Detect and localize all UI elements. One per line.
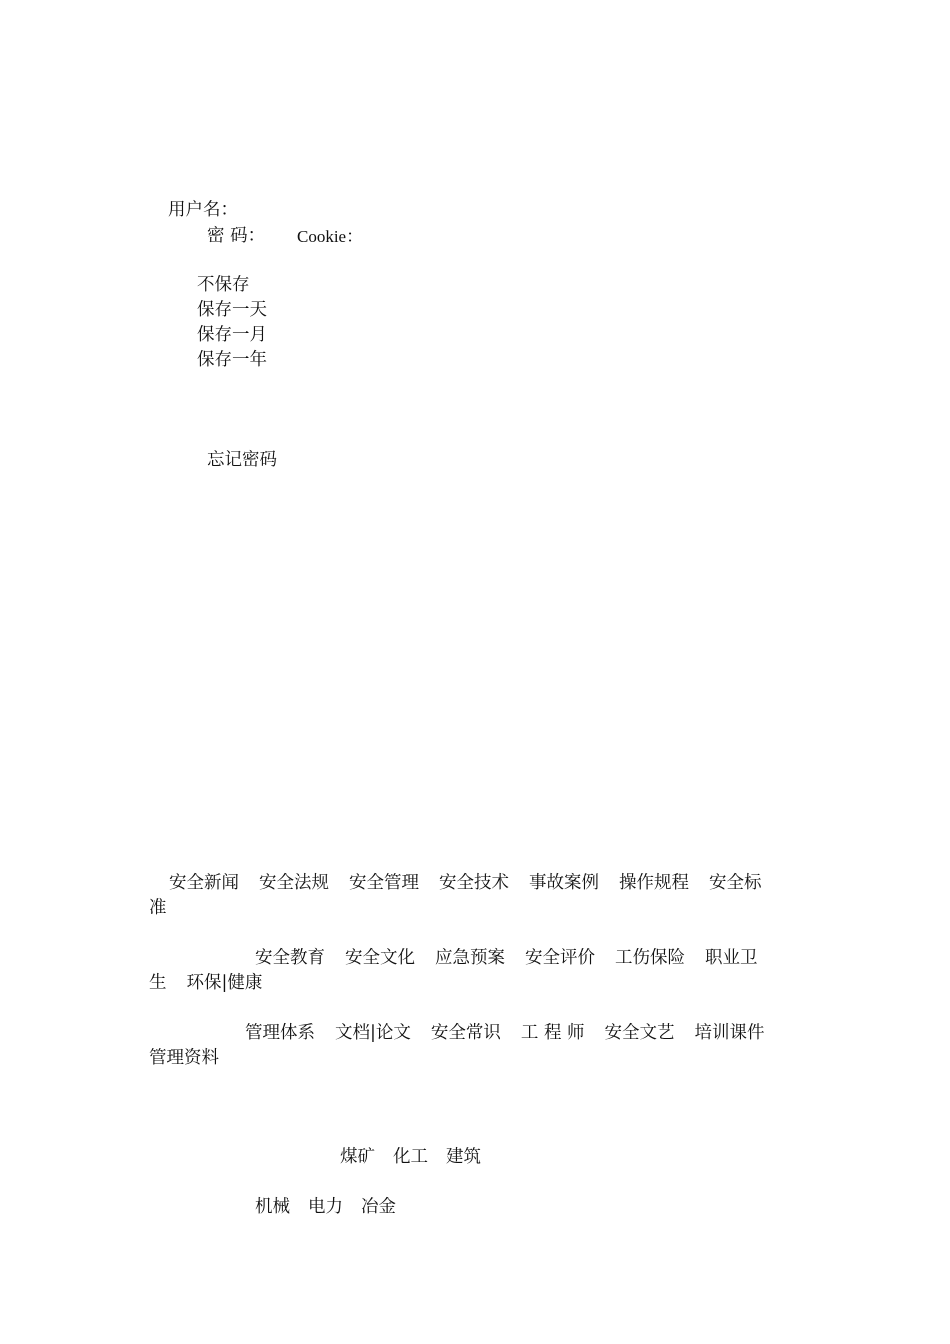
forgot-password-link[interactable]: 忘记密码 [207, 450, 277, 470]
cookie-option-none[interactable]: 不保存 [197, 275, 250, 295]
industry-link-construction[interactable]: 建筑 [446, 1147, 481, 1167]
nav-link-safety-culture[interactable]: 安全文化 [345, 948, 415, 968]
nav-link-safety-knowledge[interactable]: 安全常识 [430, 1023, 501, 1043]
nav-row-3 [245, 1021, 765, 1046]
nav-link-safety-standards-wrap[interactable]: 准 [149, 898, 167, 918]
nav-link-safety-regulations[interactable]: 安全法规 [259, 873, 329, 893]
nav-row-2-wrap [149, 971, 262, 996]
nav-link-occupational-health-wrap[interactable]: 生 [149, 973, 167, 993]
nav-link-documents-papers[interactable]: 文档|论文 [335, 1023, 411, 1043]
nav-link-environment-health[interactable]: 环保|健康 [186, 973, 263, 993]
nav-link-management-system[interactable]: 管理体系 [245, 1023, 315, 1043]
nav-row-1 [169, 871, 762, 896]
cookie-option-month[interactable]: 保存一月 [197, 325, 267, 345]
nav-link-management-materials[interactable]: 管理资料 [149, 1048, 219, 1068]
nav-row-2 [255, 946, 758, 971]
nav-link-operating-procedures[interactable]: 操作规程 [619, 873, 689, 893]
password-label: 密 码： [207, 226, 266, 246]
industry-link-machinery[interactable]: 机械 [255, 1197, 290, 1217]
nav-link-engineer[interactable]: 工 程 师 [520, 1023, 585, 1043]
nav-link-training-courseware[interactable]: 培训课件 [694, 1023, 765, 1043]
nav-link-accident-cases[interactable]: 事故案例 [529, 873, 599, 893]
nav-link-injury-insurance[interactable]: 工伤保险 [615, 948, 685, 968]
cookie-label: Cookie： [297, 227, 364, 246]
nav-link-emergency-plans[interactable]: 应急预案 [435, 948, 505, 968]
industry-row-1 [340, 1145, 481, 1170]
industry-link-metallurgy[interactable]: 冶金 [361, 1197, 396, 1217]
nav-link-safety-education[interactable]: 安全教育 [255, 948, 325, 968]
nav-link-safety-news[interactable]: 安全新闻 [169, 873, 239, 893]
cookie-option-day[interactable]: 保存一天 [197, 300, 267, 320]
nav-link-safety-standards[interactable]: 安全标 [709, 873, 762, 893]
industry-link-chemical[interactable]: 化工 [393, 1147, 428, 1167]
nav-link-safety-evaluation[interactable]: 安全评价 [525, 948, 595, 968]
username-label: 用户名： [168, 200, 238, 220]
nav-link-safety-management[interactable]: 安全管理 [349, 873, 419, 893]
industry-link-coal-mining[interactable]: 煤矿 [340, 1147, 375, 1167]
nav-link-safety-arts[interactable]: 安全文艺 [604, 1023, 675, 1043]
industry-link-electric-power[interactable]: 电力 [308, 1197, 343, 1217]
nav-link-occupational-health[interactable]: 职业卫 [705, 948, 758, 968]
cookie-option-year[interactable]: 保存一年 [197, 350, 267, 370]
nav-link-safety-technology[interactable]: 安全技术 [439, 873, 509, 893]
industry-row-2 [255, 1195, 396, 1220]
